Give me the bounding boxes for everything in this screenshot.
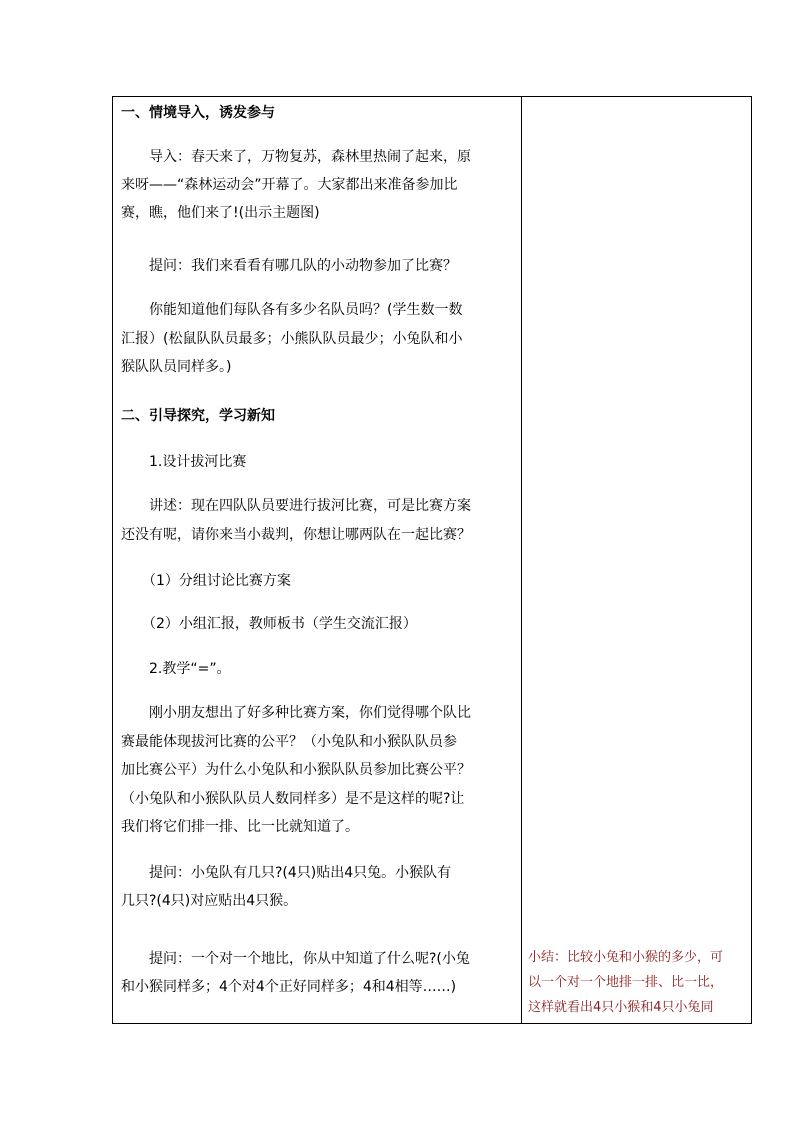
text-line: 提问：一个对一个地比，你从中知道了什么呢?(小兔 [121, 951, 470, 967]
text-line: 和小猴同样多；4个对4个正好同样多；4和4相等……) [121, 979, 457, 995]
text-line: （1）分组讨论比赛方案 [121, 573, 291, 589]
text-line: 讲述：现在四队队员要进行拔河比赛，可是比赛方案 [121, 498, 471, 514]
text-line: 提问：我们来看看有哪几队的小动物参加了比赛？ [121, 258, 457, 274]
text-line: 几只?(4只)对应贴出4只猴。 [121, 893, 298, 909]
note-line: 以一个对一个地排一排、比一比， [528, 975, 724, 990]
text-line: 加比赛公平）为什么小兔队和小猴队队员参加比赛公平？ [121, 762, 471, 778]
text-line: （2）小组汇报，教师板书（学生交流汇报） [121, 616, 417, 632]
section-heading-1: 一、情境导入，诱发参与 [121, 105, 275, 121]
text-line: 你能知道他们每队各有多少名队员吗？(学生数一数 [121, 302, 463, 318]
text-line: 汇报）(松鼠队队员最多；小熊队队员最少；小兔队和小 [121, 331, 463, 347]
notes-cell [522, 97, 751, 1023]
text-line: 赛，瞧，他们来了!(出示主题图) [121, 205, 320, 221]
text-line: 来呀——“森林运动会”开幕了。大家都出来准备参加比 [121, 177, 458, 193]
note-line: 小结：比较小兔和小猴的多少，可 [528, 950, 724, 965]
text-line: 2.教学“=”。 [121, 661, 231, 677]
text-line: 还没有呢，请你来当小裁判，你想让哪两队在一起比赛？ [121, 527, 471, 543]
text-line: 猴队队员同样多。) [121, 359, 232, 375]
section-heading-2: 二、引导探究，学习新知 [121, 408, 275, 424]
summary-note [528, 945, 751, 1020]
lesson-content-cell [113, 97, 521, 1023]
text-line: 刚小朋友想出了好多种比赛方案，你们觉得哪个队比 [121, 705, 471, 721]
text-line: 提问：小兔队有几只?(4只)贴出4只兔。小猴队有 [121, 865, 452, 881]
text-line: （小兔队和小猴队队员人数同样多）是不是这样的呢?让 [121, 791, 465, 807]
note-line: 这样就看出4只小猴和4只小兔同 [528, 1000, 714, 1015]
text-line: 赛最能体现拔河比赛的公平？（小兔队和小猴队队员参 [121, 734, 457, 750]
lesson-table [112, 96, 752, 1024]
text-line: 1.设计拔河比赛 [121, 454, 247, 470]
text-line: 导入：春天来了，万物复苏，森林里热闹了起来，原 [121, 149, 471, 165]
text-line: 我们将它们排一排、比一比就知道了。 [121, 819, 359, 835]
